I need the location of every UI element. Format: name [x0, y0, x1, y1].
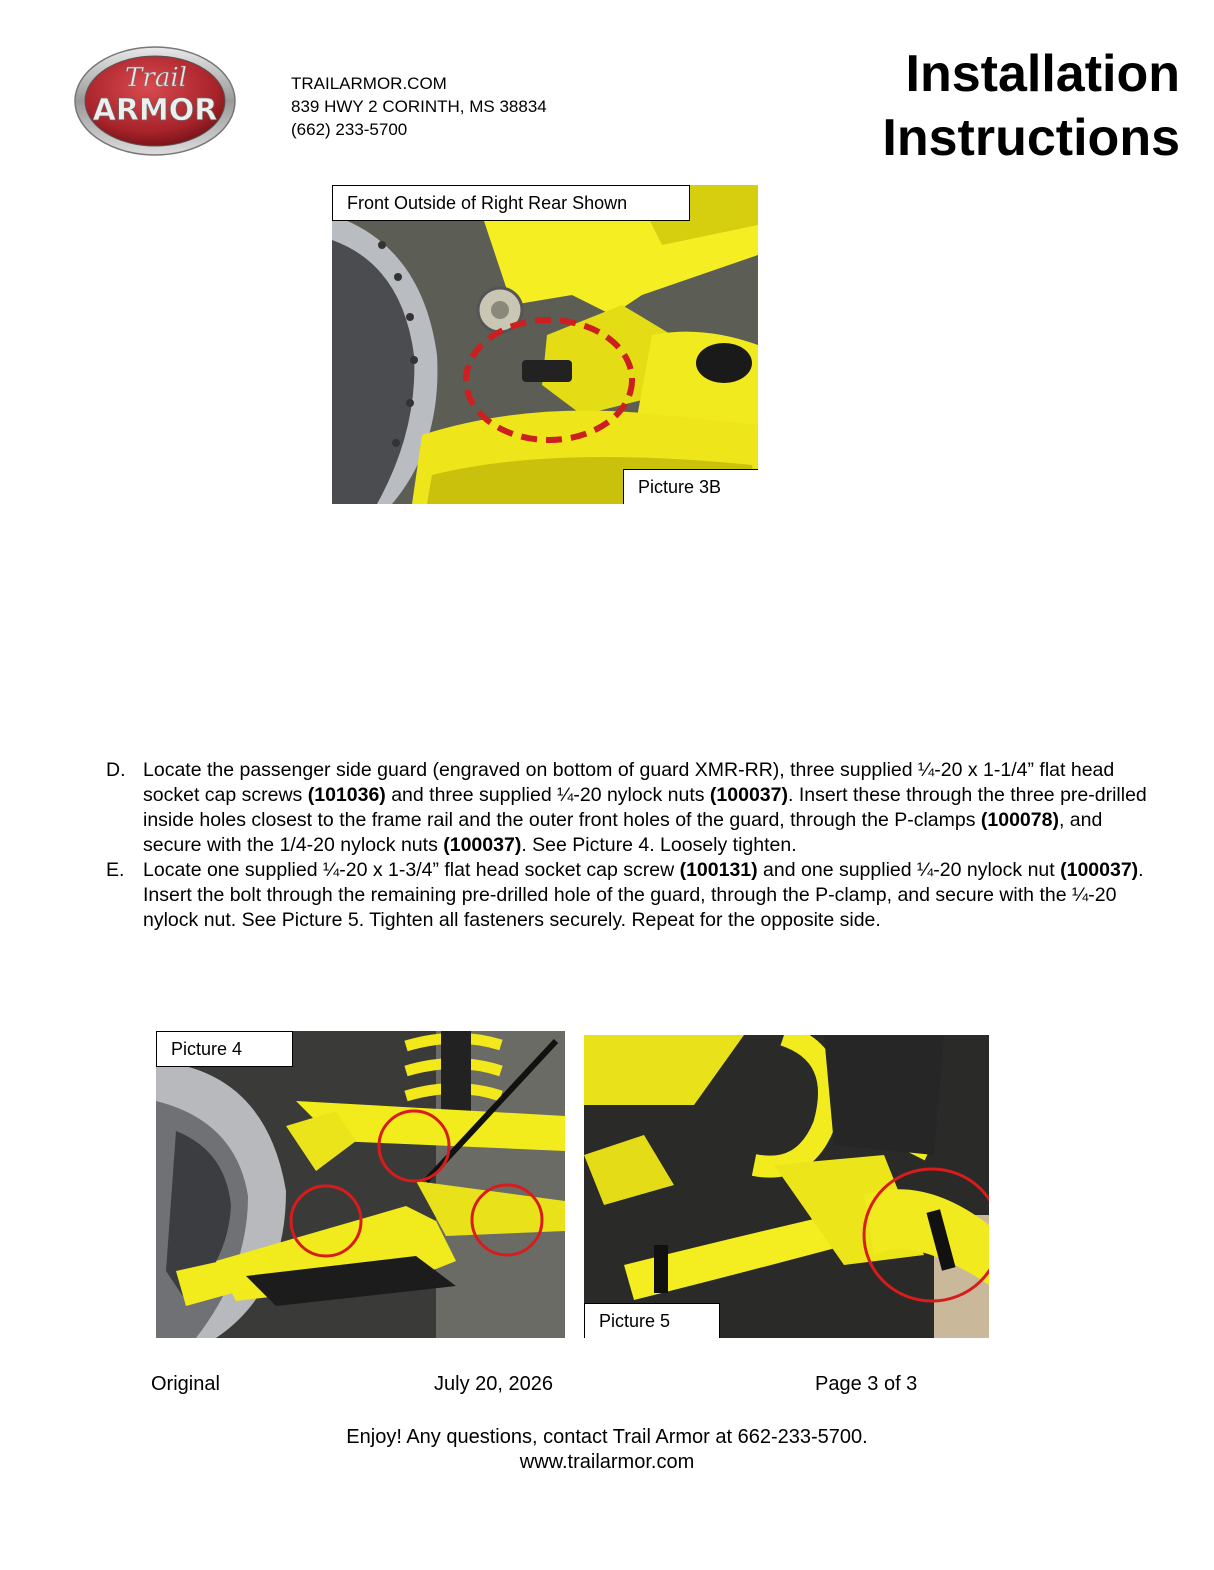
part-number: (100078)	[980, 809, 1059, 831]
part-number: (100131)	[679, 859, 758, 881]
svg-text:Trail: Trail	[125, 63, 187, 93]
step-text	[143, 858, 1156, 933]
step-text-segment: . Insert the bolt through the remaining pre-drilled hole of the guard, through the P-clamp, and secure with the ¼-20 nylock nut. See Picture 5. Tighten all fasteners securely. Repeat for the opposite side.	[143, 859, 1144, 931]
company-info	[291, 72, 547, 141]
company-address: 839 HWY 2 CORINTH, MS 38834	[291, 97, 547, 116]
step-text-segment: and one supplied ¼-20 nylock nut	[757, 859, 1061, 881]
footer-revision: Original	[151, 1373, 220, 1395]
step-d	[106, 758, 1156, 858]
svg-text:ARMOR: ARMOR	[92, 93, 218, 128]
step-text-segment: . See Picture 4. Loosely tighten.	[521, 834, 797, 856]
picture-5-photo	[584, 1035, 989, 1338]
step-text-segment: , and secure with the 1/4-20 nylock nuts	[143, 809, 1103, 856]
closing-url: www.trailarmor.com	[519, 1451, 695, 1473]
title-line-1: Installation	[905, 45, 1180, 103]
company-phone: (662) 233-5700	[291, 120, 408, 139]
company-website: TRAILARMOR.COM	[291, 74, 447, 93]
trail-armor-logo	[72, 44, 238, 158]
step-text	[143, 758, 1156, 858]
step-text-segment: Locate the passenger side guard (engraved on bottom of guard XMR-RR), three supplied ¼-20 x 1-1/4” flat head socket cap screws	[143, 759, 1115, 806]
part-number: (100037)	[443, 834, 522, 856]
step-text-segment: and three supplied ¼-20 nylock nuts	[385, 784, 710, 806]
part-number: (101036)	[307, 784, 386, 806]
picture-3b-photo	[332, 185, 758, 504]
step-letter: D.	[106, 759, 126, 781]
closing-contact: Enjoy! Any questions, contact Trail Armor at 662-233-5700.	[346, 1426, 868, 1448]
closing-note	[0, 1425, 1214, 1475]
step-text-segment: Locate one supplied ¼-20 x 1-3/4” flat head socket cap screw	[143, 859, 680, 881]
footer-page-number: Page 3 of 3	[815, 1373, 918, 1395]
step-e	[106, 858, 1156, 933]
footer-date: July 20, 2026	[434, 1373, 553, 1395]
step-letter: E.	[106, 859, 125, 881]
picture-4-photo	[156, 1031, 565, 1338]
picture-3b-label: Picture 3B	[623, 469, 758, 504]
picture-4-label: Picture 4	[156, 1031, 293, 1067]
picture-5-label: Picture 5	[584, 1303, 720, 1338]
step-text-segment: . Insert these through the three pre-drilled inside holes closest to the frame rail and the outer front holes of the guard, through the P-clamps	[143, 784, 1147, 831]
picture-3b-top-label: Front Outside of Right Rear Shown	[332, 185, 690, 221]
document-title	[882, 42, 1180, 170]
part-number: (100037)	[1060, 859, 1139, 881]
part-number: (100037)	[709, 784, 788, 806]
instruction-steps	[106, 758, 1156, 933]
title-line-2: Instructions	[882, 109, 1180, 167]
